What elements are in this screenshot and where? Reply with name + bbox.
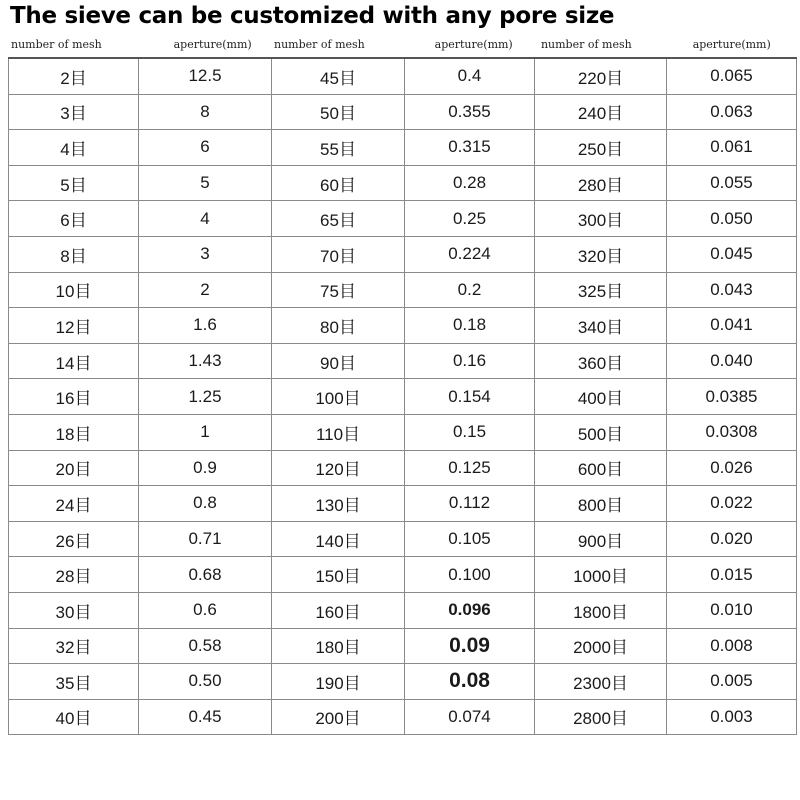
- sieve-table: [8, 57, 797, 735]
- header-aperture-1: aperture(mm): [173, 38, 252, 51]
- aperture-cell: 0.45: [139, 699, 272, 735]
- mesh-cell: 250目: [535, 130, 667, 166]
- mesh-cell: 140目: [272, 521, 405, 557]
- mesh-cell: 35目: [9, 664, 139, 700]
- mesh-cell: 3目: [9, 94, 139, 130]
- mesh-cell: 45目: [272, 58, 405, 94]
- aperture-cell: 0.25: [405, 201, 535, 237]
- table-row: [9, 521, 797, 557]
- mesh-cell: 16目: [9, 379, 139, 415]
- header-mesh-2: number of mesh: [274, 38, 365, 51]
- aperture-cell: 8: [139, 94, 272, 130]
- aperture-cell: 1: [139, 414, 272, 450]
- mesh-cell: 30目: [9, 592, 139, 628]
- mesh-cell: 70目: [272, 236, 405, 272]
- aperture-cell: 0.71: [139, 521, 272, 557]
- mesh-cell: 24目: [9, 486, 139, 522]
- mesh-cell: 600目: [535, 450, 667, 486]
- mesh-cell: 20目: [9, 450, 139, 486]
- aperture-cell: 0.015: [667, 557, 797, 593]
- mesh-cell: 12目: [9, 308, 139, 344]
- aperture-cell: 0.68: [139, 557, 272, 593]
- mesh-cell: 325目: [535, 272, 667, 308]
- aperture-cell: 1.6: [139, 308, 272, 344]
- mesh-cell: 160目: [272, 592, 405, 628]
- aperture-cell: 4: [139, 201, 272, 237]
- mesh-cell: 280目: [535, 165, 667, 201]
- aperture-cell: 0.005: [667, 664, 797, 700]
- aperture-cell: 1.43: [139, 343, 272, 379]
- mesh-cell: 40目: [9, 699, 139, 735]
- table-row: [9, 628, 797, 664]
- aperture-cell: 0.105: [405, 521, 535, 557]
- table-row: [9, 486, 797, 522]
- mesh-cell: 1000目: [535, 557, 667, 593]
- table-row: [9, 414, 797, 450]
- table-row: [9, 379, 797, 415]
- table-row: [9, 592, 797, 628]
- mesh-cell: 150目: [272, 557, 405, 593]
- aperture-cell: 0.6: [139, 592, 272, 628]
- aperture-cell: 0.020: [667, 521, 797, 557]
- aperture-cell: 0.112: [405, 486, 535, 522]
- aperture-cell: 0.100: [405, 557, 535, 593]
- mesh-cell: 26目: [9, 521, 139, 557]
- aperture-cell: 0.2: [405, 272, 535, 308]
- aperture-cell: 0.063: [667, 94, 797, 130]
- aperture-cell: 0.055: [667, 165, 797, 201]
- mesh-cell: 300目: [535, 201, 667, 237]
- sieve-table-body: [9, 58, 797, 735]
- aperture-cell: 6: [139, 130, 272, 166]
- table-row: [9, 58, 797, 94]
- mesh-cell: 800目: [535, 486, 667, 522]
- aperture-cell: 0.061: [667, 130, 797, 166]
- mesh-cell: 4目: [9, 130, 139, 166]
- aperture-cell: 0.041: [667, 308, 797, 344]
- aperture-cell: 5: [139, 165, 272, 201]
- table-row: [9, 557, 797, 593]
- mesh-cell: 90目: [272, 343, 405, 379]
- mesh-cell: 130目: [272, 486, 405, 522]
- mesh-cell: 190目: [272, 664, 405, 700]
- mesh-cell: 10目: [9, 272, 139, 308]
- table-row: [9, 165, 797, 201]
- mesh-cell: 1800目: [535, 592, 667, 628]
- aperture-cell: 0.9: [139, 450, 272, 486]
- mesh-cell: 400目: [535, 379, 667, 415]
- aperture-cell: 0.18: [405, 308, 535, 344]
- mesh-cell: 60目: [272, 165, 405, 201]
- aperture-cell: 2: [139, 272, 272, 308]
- mesh-cell: 100目: [272, 379, 405, 415]
- table-row: [9, 236, 797, 272]
- mesh-cell: 75目: [272, 272, 405, 308]
- table-row: [9, 343, 797, 379]
- aperture-cell: 3: [139, 236, 272, 272]
- mesh-cell: 360目: [535, 343, 667, 379]
- aperture-cell: 0.050: [667, 201, 797, 237]
- aperture-cell: 0.043: [667, 272, 797, 308]
- header-aperture-2: aperture(mm): [434, 38, 513, 51]
- table-row: [9, 308, 797, 344]
- mesh-cell: 50目: [272, 94, 405, 130]
- mesh-cell: 320目: [535, 236, 667, 272]
- header-mesh-3: number of mesh: [540, 38, 632, 51]
- aperture-cell: 0.0308: [667, 414, 797, 450]
- mesh-cell: 8目: [9, 236, 139, 272]
- aperture-cell: 0.003: [667, 699, 797, 735]
- mesh-cell: 180目: [272, 628, 405, 664]
- table-row: [9, 272, 797, 308]
- mesh-cell: 28目: [9, 557, 139, 593]
- aperture-cell: 0.224: [405, 236, 535, 272]
- mesh-cell: 340目: [535, 308, 667, 344]
- mesh-cell: 32目: [9, 628, 139, 664]
- mesh-cell: 220目: [535, 58, 667, 94]
- header-aperture-3: aperture(mm): [692, 38, 771, 51]
- aperture-cell: 0.154: [405, 379, 535, 415]
- aperture-cell: 0.08: [405, 664, 535, 700]
- aperture-cell: 0.026: [667, 450, 797, 486]
- mesh-cell: 5目: [9, 165, 139, 201]
- aperture-cell: 0.4: [405, 58, 535, 94]
- mesh-cell: 65目: [272, 201, 405, 237]
- mesh-cell: 110目: [272, 414, 405, 450]
- aperture-cell: 0.125: [405, 450, 535, 486]
- mesh-cell: 2800目: [535, 699, 667, 735]
- table-row: [9, 130, 797, 166]
- mesh-cell: 14目: [9, 343, 139, 379]
- aperture-cell: 0.010: [667, 592, 797, 628]
- table-row: [9, 450, 797, 486]
- aperture-cell: 0.15: [405, 414, 535, 450]
- mesh-cell: 2300目: [535, 664, 667, 700]
- aperture-cell: 0.074: [405, 699, 535, 735]
- aperture-cell: 0.315: [405, 130, 535, 166]
- aperture-cell: 0.045: [667, 236, 797, 272]
- mesh-cell: 900目: [535, 521, 667, 557]
- aperture-cell: 0.0385: [667, 379, 797, 415]
- table-header: [8, 38, 796, 54]
- aperture-cell: 0.58: [139, 628, 272, 664]
- aperture-cell: 12.5: [139, 58, 272, 94]
- mesh-cell: 2000目: [535, 628, 667, 664]
- header-mesh-1: number of mesh: [11, 38, 102, 51]
- mesh-cell: 80目: [272, 308, 405, 344]
- aperture-cell: 1.25: [139, 379, 272, 415]
- aperture-cell: 0.022: [667, 486, 797, 522]
- mesh-cell: 6目: [9, 201, 139, 237]
- mesh-cell: 55目: [272, 130, 405, 166]
- aperture-cell: 0.040: [667, 343, 797, 379]
- table-row: [9, 94, 797, 130]
- aperture-cell: 0.09: [405, 628, 535, 664]
- mesh-cell: 240目: [535, 94, 667, 130]
- table-row: [9, 699, 797, 735]
- page-title: The sieve can be customized with any pore size: [10, 3, 615, 29]
- mesh-cell: 120目: [272, 450, 405, 486]
- mesh-cell: 2目: [9, 58, 139, 94]
- mesh-cell: 500目: [535, 414, 667, 450]
- table-row: [9, 664, 797, 700]
- aperture-cell: 0.16: [405, 343, 535, 379]
- aperture-cell: 0.355: [405, 94, 535, 130]
- mesh-cell: 200目: [272, 699, 405, 735]
- aperture-cell: 0.8: [139, 486, 272, 522]
- table-row: [9, 201, 797, 237]
- aperture-cell: 0.28: [405, 165, 535, 201]
- aperture-cell: 0.50: [139, 664, 272, 700]
- aperture-cell: 0.065: [667, 58, 797, 94]
- aperture-cell: 0.096: [405, 592, 535, 628]
- aperture-cell: 0.008: [667, 628, 797, 664]
- mesh-cell: 18目: [9, 414, 139, 450]
